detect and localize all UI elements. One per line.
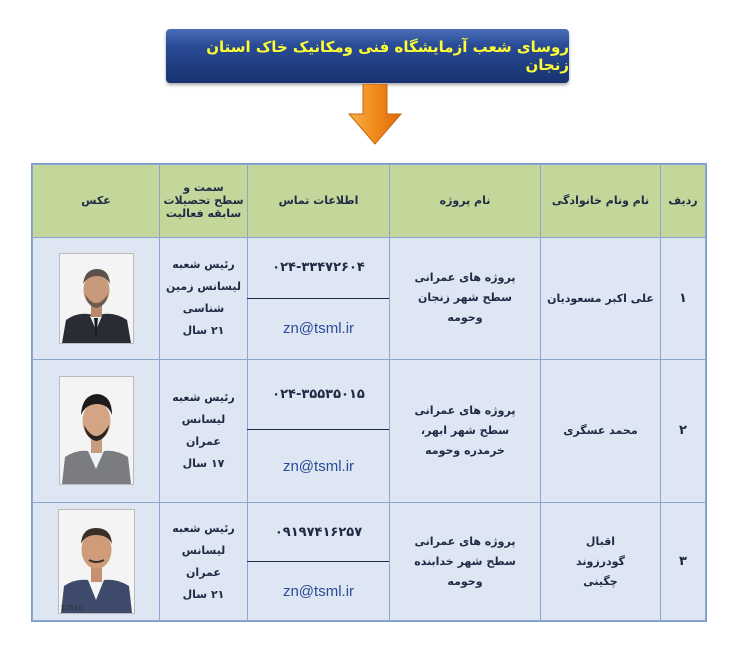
email-address: zn@tsml.ir	[248, 298, 390, 359]
photo-cell	[33, 503, 160, 621]
page-title: روسای شعب آزمایشگاه فنی ومکانیک خاک استان زنجان	[206, 38, 569, 74]
photo-cell	[33, 237, 160, 359]
person-photo	[58, 509, 135, 614]
row-number: ۲	[661, 359, 706, 503]
person-photo	[59, 253, 134, 344]
person-name: محمد عسگری	[541, 359, 661, 503]
header-contact: اطلاعات تماس	[248, 165, 390, 238]
header-rank: سمت و سطح تحصیلات سابقه فعالیت	[160, 165, 248, 238]
phone-number: ۰۹۱۹۷۴۱۶۲۵۷	[248, 503, 390, 562]
rank-info: رئیس شعبه لیسانس عمران ۲۱ سال	[160, 503, 248, 621]
header-radif: ردیف	[661, 165, 706, 238]
project-name: پروژه های عمرانی سطح شهر ابهر، خرمدره وحومه	[390, 359, 541, 503]
person-name: اقبال گودرزوند چگینی	[541, 503, 661, 621]
email-address: zn@tsml.ir	[248, 430, 390, 503]
table-row	[33, 359, 706, 430]
email-address: zn@tsml.ir	[248, 562, 390, 621]
header-project: نام پروژه	[390, 165, 541, 238]
table-row	[33, 503, 706, 562]
photo-cell	[33, 359, 160, 503]
table-row	[33, 237, 706, 298]
person-name: علی اکبر مسعودیان	[541, 237, 661, 359]
photo-tag: 12510	[60, 604, 83, 613]
rank-info: رئیس شعبه لیسانس عمران ۱۷ سال	[160, 359, 248, 503]
title-banner	[166, 29, 569, 83]
row-number: ۳	[661, 503, 706, 621]
phone-number: ۰۲۴-۳۵۵۳۵۰۱۵	[248, 359, 390, 430]
row-number: ۱	[661, 237, 706, 359]
down-arrow-icon	[347, 84, 403, 146]
project-name: پروژه های عمرانی سطح شهر زنجان وحومه	[390, 237, 541, 359]
phone-number: ۰۲۴-۳۳۴۷۲۶۰۴	[248, 237, 390, 298]
header-photo: عکس	[33, 165, 160, 238]
person-photo	[59, 376, 134, 485]
rank-info: رئیس شعبه لیسانس زمین شناسی ۲۱ سال	[160, 237, 248, 359]
table-header-row	[33, 165, 706, 238]
header-name: نام ونام خانوادگی	[541, 165, 661, 238]
project-name: پروژه های عمرانی سطح شهر خدابنده وحومه	[390, 503, 541, 621]
branch-heads-table	[31, 163, 707, 622]
